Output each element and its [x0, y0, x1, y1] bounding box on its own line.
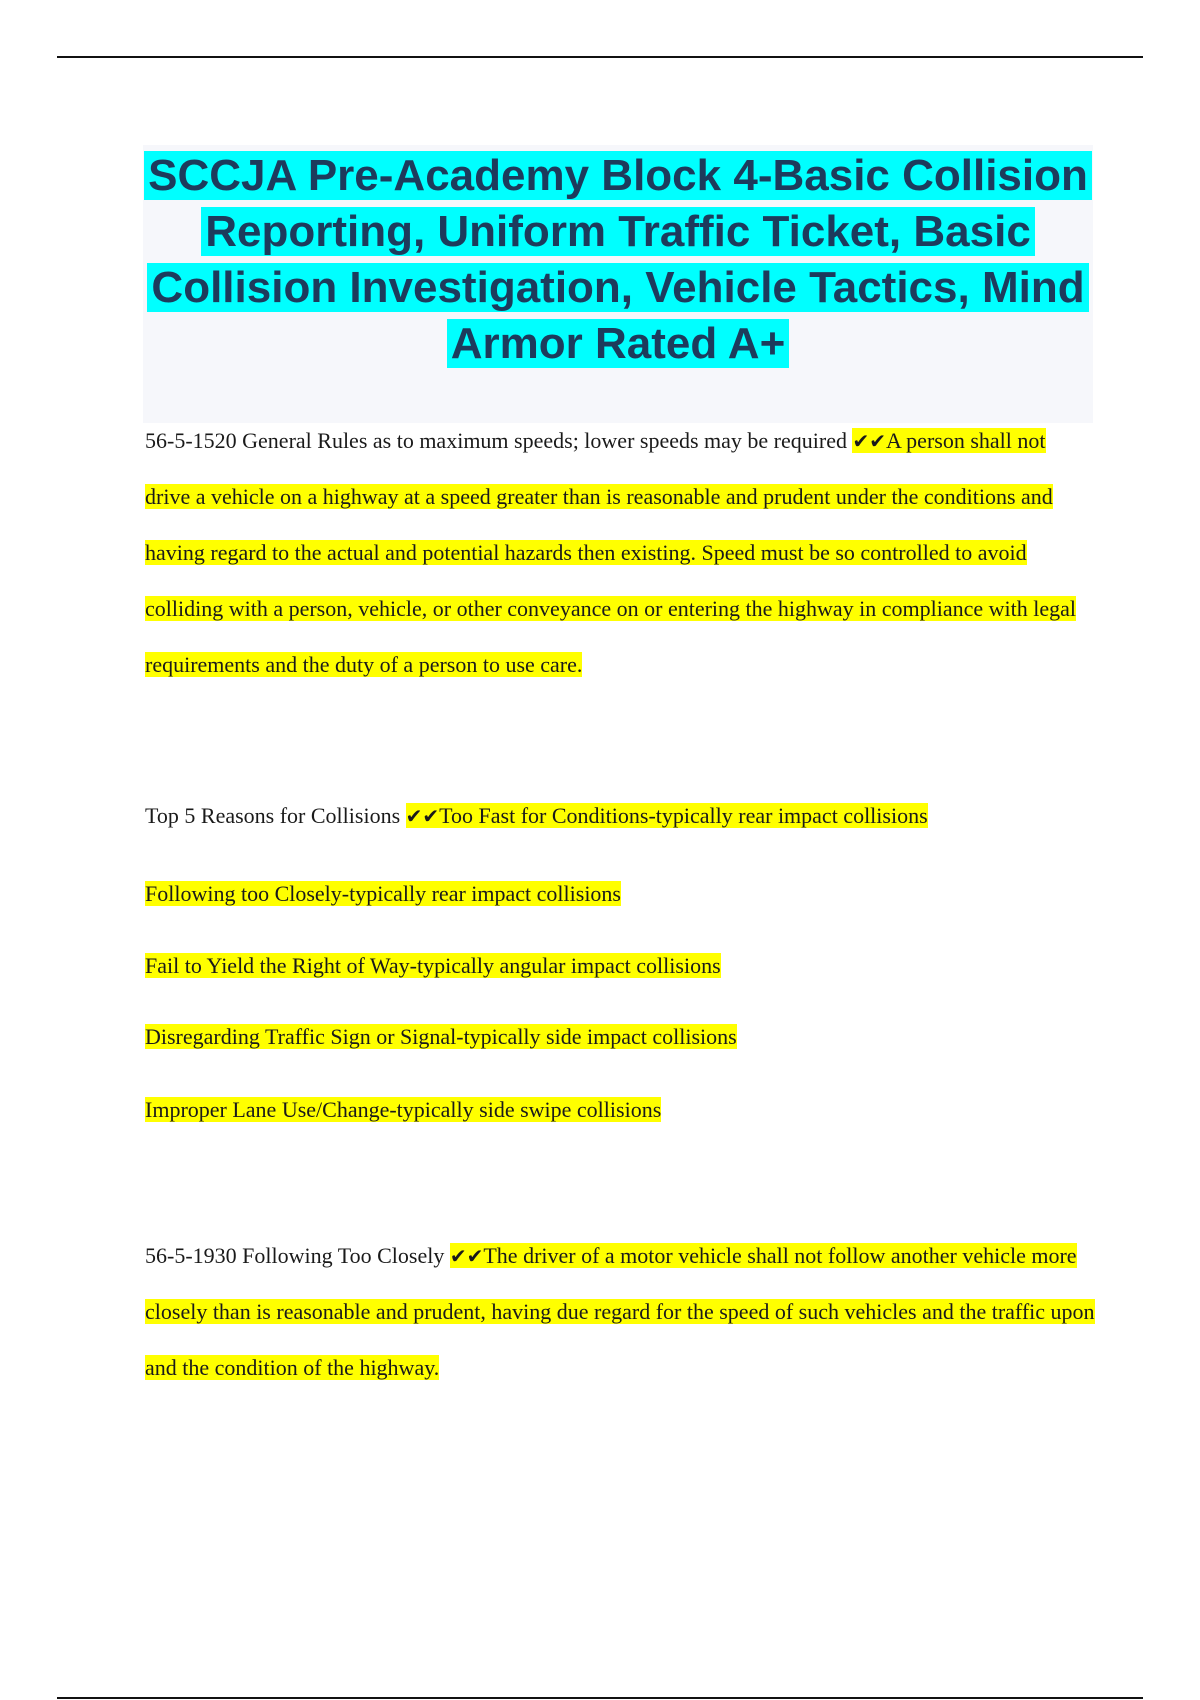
list-item: Improper Lane Use/Change-typically side swipe collisions	[145, 1097, 662, 1122]
list-item: Following too Closely-typically rear impact collisions	[145, 881, 621, 906]
card-term: Top 5 Reasons for Collisions	[145, 803, 401, 828]
list-item: Disregarding Traffic Sign or Signal-typically side impact collisions	[145, 1024, 737, 1049]
card-term: 56-5-1930 Following Too Closely	[145, 1243, 445, 1268]
document-title	[143, 148, 1093, 372]
card-answer: The driver of a motor vehicle shall not follow another vehicle more closely than is reasonable and prudent, having due regard for the speed of such vehicles and the traffic upon and the condition of the highway.	[145, 1243, 1095, 1380]
flashcard-top-5-reasons	[145, 788, 1095, 844]
card-answer: Too Fast for Conditions-typically rear impact collisions	[439, 803, 928, 828]
flashcard-speed-rules	[145, 413, 1095, 693]
double-check-icon: ✔✔	[405, 804, 440, 828]
flashcard-following-too-closely	[145, 1228, 1095, 1396]
title-highlight: SCCJA Pre-Academy Block 4-Basic Collision Reporting, Uniform Traffic Ticket, Basic Collision Investigation, Vehicle Tactics, Mind Armor Rated A+	[144, 151, 1092, 368]
bottom-rule	[57, 1697, 1143, 1699]
card-term: 56-5-1520 General Rules as to maximum speeds; lower speeds may be required	[145, 428, 847, 453]
double-check-icon: ✔✔	[852, 429, 886, 453]
top-rule	[57, 56, 1143, 58]
card-answer: A person shall not drive a vehicle on a highway at a speed greater than is reasonable and prudent under the conditions and having regard to the actual and potential hazards then existing. Speed must be so controlled to avoid colliding with a person, vehicle, or other conveyance on or entering the highway in compliance with legal requirements and the duty of a person to use care.	[145, 428, 1077, 677]
list-item: Fail to Yield the Right of Way-typically angular impact collisions	[145, 953, 721, 978]
double-check-icon: ✔✔	[449, 1244, 484, 1268]
